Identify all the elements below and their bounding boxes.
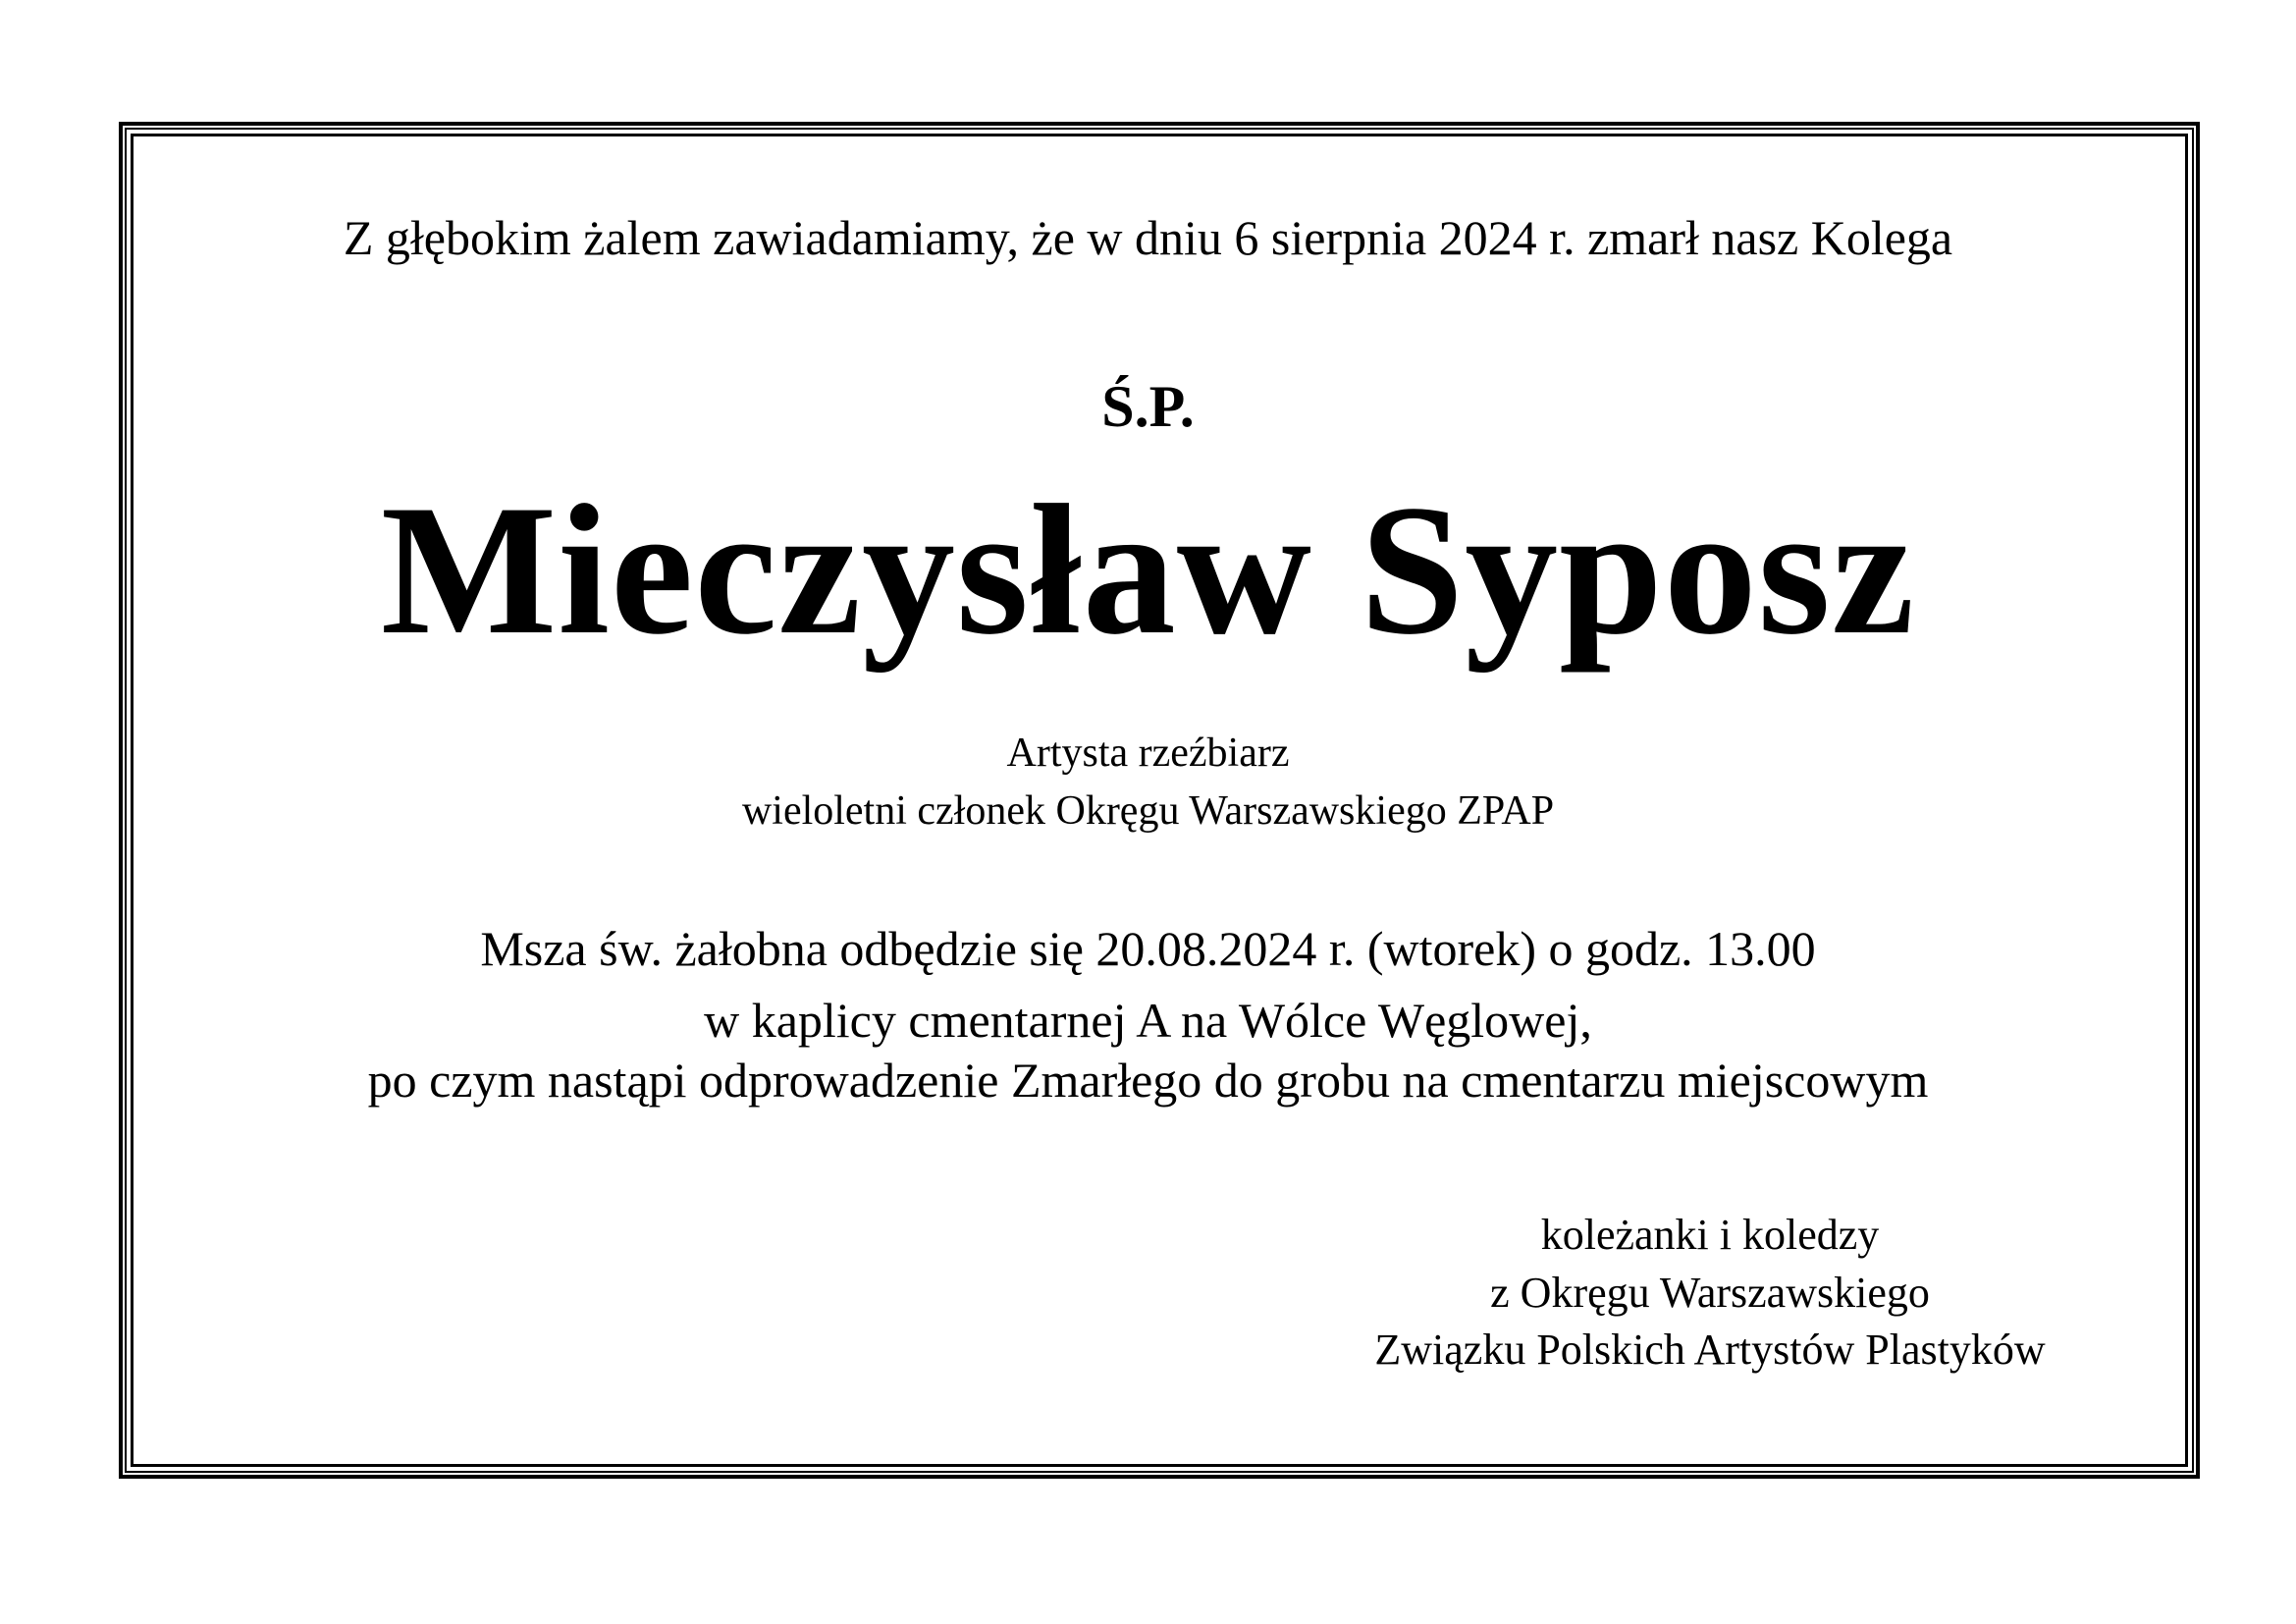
signature-line: Związku Polskich Artystów Plastyków <box>1374 1326 2046 1374</box>
role-line: Artysta rzeźbiarz <box>1006 731 1290 776</box>
signature-line: z Okręgu Warszawskiego <box>1490 1269 1930 1317</box>
signature-line: koleżanki i koledzy <box>1540 1211 1880 1259</box>
mass-info-line: w kaplicy cmentarnej A na Wólce Węglowej, <box>704 993 1592 1048</box>
role-line: wieloletni członek Okręgu Warszawskiego ZPAP <box>741 788 1555 834</box>
deceased-name: Mieczysław Syposz <box>380 467 1916 674</box>
intro-text: Z głębokim żalem zawiadamiamy, że w dniu 6 sierpnia 2024 r. zmarł nasz Kolega <box>343 210 1953 265</box>
mass-info-line: po czym nastąpi odprowadzenie Zmarłego do grobu na cmentarzu miejscowym <box>367 1053 1929 1108</box>
prefix-text: Ś.P. <box>1101 374 1195 439</box>
mass-info-line: Msza św. żałobna odbędzie się 20.08.2024 r. (wtorek) o godz. 13.00 <box>480 921 1816 976</box>
